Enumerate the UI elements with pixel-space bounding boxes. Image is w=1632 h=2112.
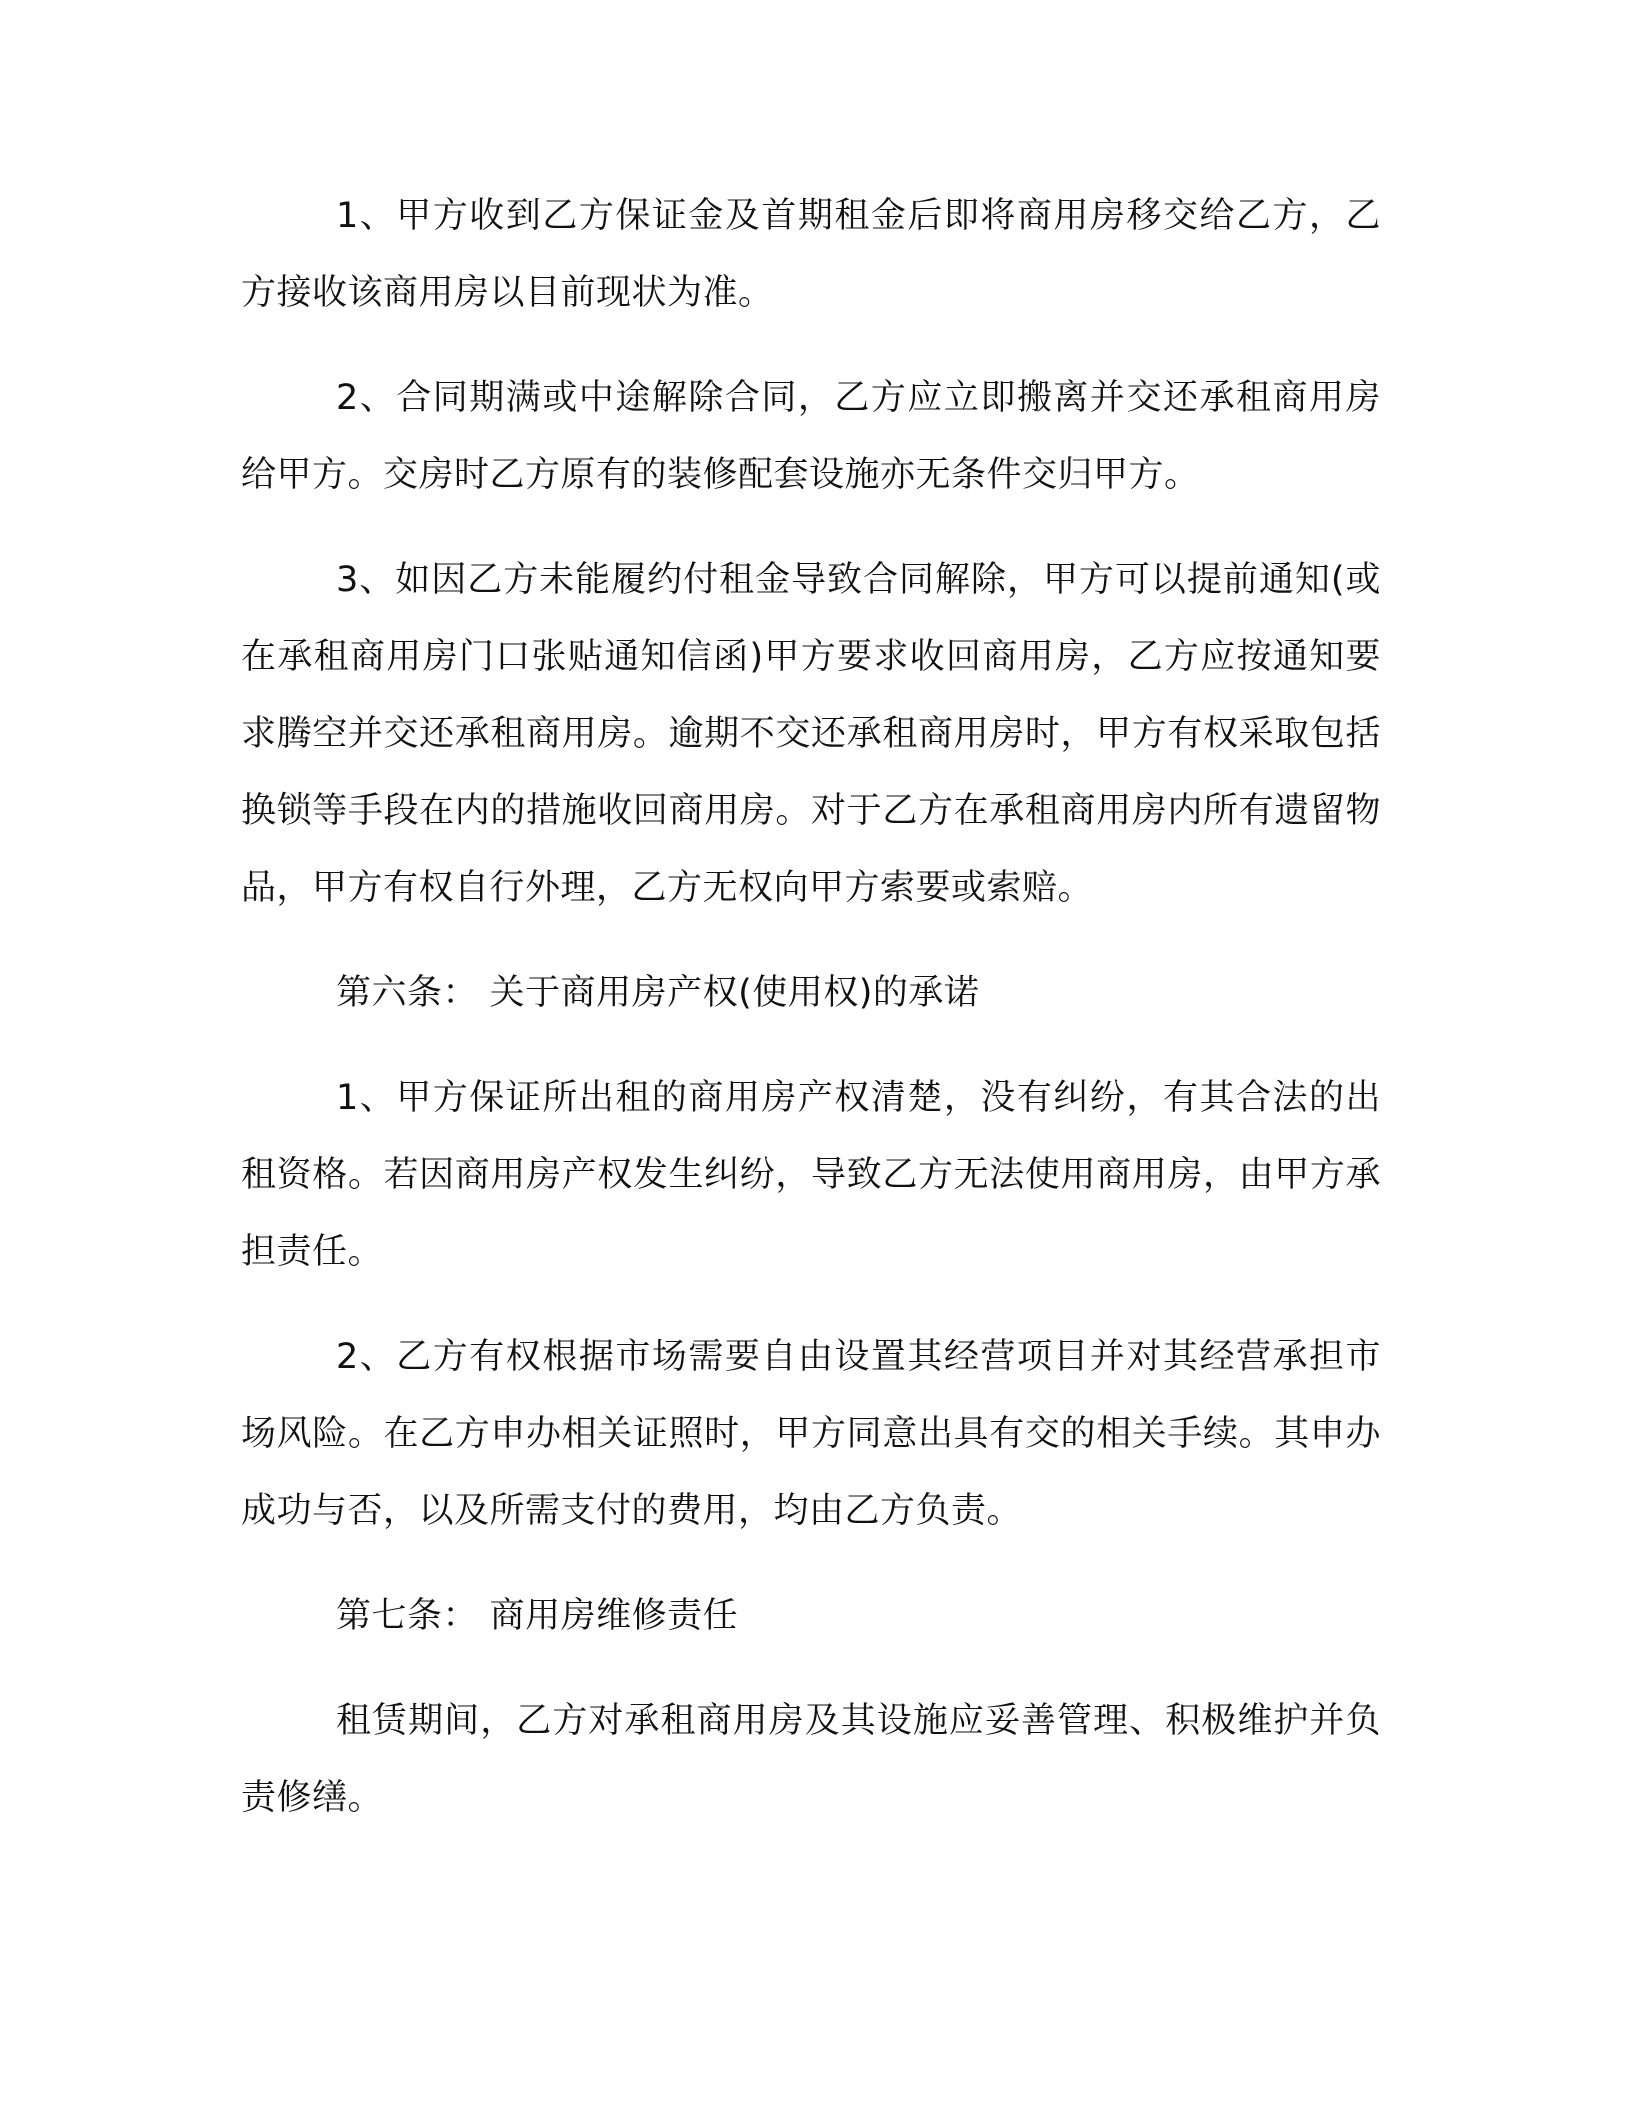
article-six-heading: 第六条： 关于商用房产权(使用权)的承诺 [336, 973, 980, 1013]
article-seven-heading: 第七条： 商用房维修责任 [336, 1596, 739, 1636]
document-body [241, 178, 1381, 1837]
clause-handover-paragraph: 1、甲方收到乙方保证金及首期租金后即将商用房移交给乙方，乙方接收该商用房以目前现状为准。 [241, 196, 1381, 313]
clause-business-rights-paragraph: 2、乙方有权根据市场需要自由设置其经营项目并对其经营承担市场风险。在乙方申办相关证照时，甲方同意出具有交的相关手续。其申办成功与否，以及所需支付的费用，均由乙方负责。 [241, 1337, 1381, 1531]
clause-maintenance-paragraph: 租赁期间，乙方对承租商用房及其设施应妥善管理、积极维护并负责修缮。 [241, 1701, 1381, 1818]
clause-property-rights-paragraph: 1、甲方保证所出租的商用房产权清楚，没有纠纷，有其合法的出租资格。若因商用房产权发生纠纷，导致乙方无法使用商用房，由甲方承担责任。 [241, 1078, 1381, 1272]
clause-termination-paragraph: 3、如因乙方未能履约付租金导致合同解除，甲方可以提前通知(或在承租商用房门口张贴通知信函)甲方要求收回商用房，乙方应按通知要求腾空并交还承租商用房。逾期不交还承租商用房时，甲方有权采取包括换锁等手段在内的措施收回商用房。对于乙方在承租商用房内所有遗留物品，甲方有权自行外理，乙方无权向甲方索要或索赔。 [241, 560, 1381, 908]
clause-return-paragraph: 2、合同期满或中途解除合同，乙方应立即搬离并交还承租商用房给甲方。交房时乙方原有的装修配套设施亦无条件交归甲方。 [241, 378, 1381, 495]
